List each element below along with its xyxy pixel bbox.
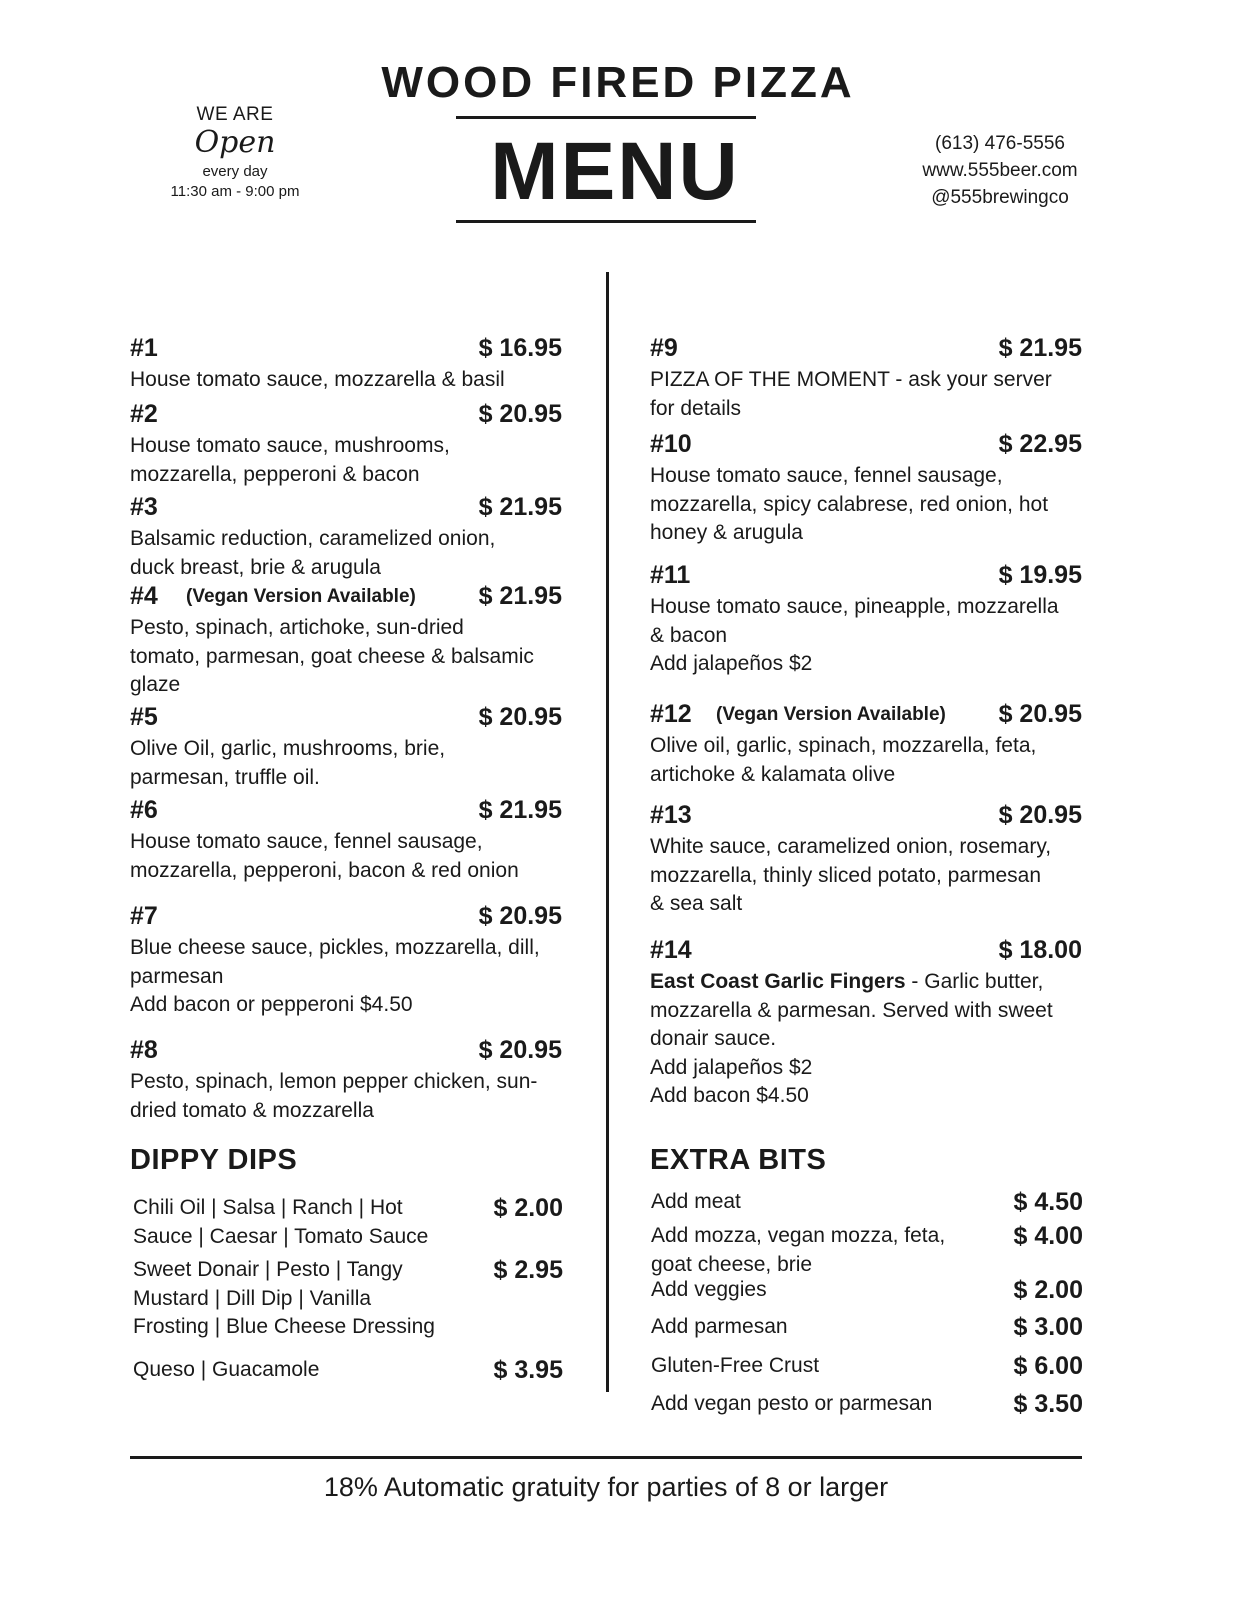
label-line: Frosting | Blue Cheese Dressing (133, 1315, 435, 1338)
description-line: House tomato sauce, fennel sausage, (650, 464, 1003, 487)
description-line: & sea salt (650, 892, 743, 915)
pizza-number: #14 (650, 936, 692, 964)
description-line: Balsamic reduction, caramelized onion, (130, 527, 496, 550)
pizza-header (130, 703, 562, 735)
description-line: mozzarella, pepperoni & bacon (130, 462, 420, 486)
label-line: Add meat (651, 1190, 741, 1213)
label-line: Mustard | Dill Dip | Vanilla (133, 1286, 372, 1310)
extra-item-price: $ 6.00 (1013, 1352, 1083, 1380)
pizza-description (650, 732, 1082, 789)
description-line: mozzarella, spicy calabrese, red onion, hot (650, 492, 1049, 516)
pizza-description (130, 828, 562, 885)
description-line: honey & arugula (650, 521, 803, 544)
description-line: House tomato sauce, mushrooms, (130, 434, 450, 457)
label-line: Add parmesan (651, 1315, 788, 1338)
extra-item (651, 1390, 1083, 1419)
pizza-header (130, 902, 562, 934)
phone-number: (613) 476-5556 (935, 133, 1065, 154)
pizza-item (130, 1036, 562, 1125)
vegan-note: (Vegan Version Available) (186, 586, 416, 607)
pizza-item (130, 582, 562, 700)
pizza-header (130, 493, 562, 525)
social-handle: @555brewingco (931, 187, 1069, 208)
description-line: & bacon (650, 623, 728, 647)
pizza-item (650, 801, 1082, 919)
pizza-number: #3 (130, 493, 158, 521)
description-text: - Garlic butter, (905, 970, 1044, 993)
pizza-price: $ 20.95 (998, 801, 1082, 829)
extra-item (651, 1222, 1083, 1279)
label-line: Add mozza, vegan mozza, feta, (651, 1224, 946, 1247)
description-line: Pesto, spinach, artichoke, sun-dried (130, 616, 464, 639)
pizza-item (650, 700, 1082, 789)
title-rule-top (456, 116, 756, 119)
pizza-item (130, 703, 562, 792)
pizza-description (130, 1068, 562, 1125)
pizza-item (130, 796, 562, 885)
label-line: Sweet Donair | Pesto | Tangy (133, 1258, 403, 1281)
description-line: Blue cheese sauce, pickles, mozzarella, dill, (130, 936, 540, 959)
pizza-item (650, 936, 1082, 1111)
website-link: www.555beer.com (922, 160, 1078, 181)
hours-label: 11:30 am - 9:00 pm (170, 183, 300, 200)
pizza-description (650, 462, 1082, 548)
pizza-description (130, 432, 562, 489)
dip-group (133, 1256, 563, 1342)
dip-group-price: $ 3.95 (493, 1356, 563, 1384)
pizza-number: #6 (130, 796, 158, 824)
description-line: Olive oil, garlic, spinach, mozzarella, feta, (650, 734, 1037, 757)
description-line: parmesan, truffle oil. (130, 765, 320, 789)
extra-item-price: $ 4.00 (1013, 1222, 1083, 1250)
extra-item (651, 1276, 1083, 1305)
label-line: Queso | Guacamole (133, 1358, 320, 1381)
description-line: mozzarella, pepperoni, bacon & red onion (130, 858, 519, 882)
pizza-description (130, 366, 562, 395)
item-name: East Coast Garlic Fingers (650, 970, 906, 993)
description-line: White sauce, caramelized onion, rosemary, (650, 835, 1052, 858)
gratuity-note: 18% Automatic gratuity for parties of 8 or larger (323, 1472, 889, 1502)
pizza-description (650, 366, 1082, 423)
pizza-description (130, 735, 562, 792)
pizza-header (650, 334, 1082, 366)
label-line: Add veggies (651, 1278, 767, 1301)
footer-rule (130, 1456, 1082, 1459)
description-line: duck breast, brie & arugula (130, 555, 381, 579)
pizza-price: $ 20.95 (478, 1036, 562, 1064)
description-line: mozzarella & parmesan. Served with sweet (650, 998, 1053, 1022)
extra-item (651, 1188, 1083, 1217)
pizza-price: $ 18.00 (998, 936, 1082, 964)
pizza-price: $ 20.95 (478, 400, 562, 428)
description-line: Olive Oil, garlic, mushrooms, brie, (130, 737, 446, 760)
pizza-header (130, 582, 562, 614)
pizza-item (650, 561, 1082, 679)
pizza-description (650, 833, 1082, 919)
pizza-header (650, 430, 1082, 462)
description-line: artichoke & kalamata olive (650, 762, 896, 786)
extras-section-title: EXTRA BITS (650, 1144, 827, 1176)
extra-item-price: $ 3.00 (1013, 1313, 1083, 1341)
dip-group-price: $ 2.95 (493, 1256, 563, 1284)
pizza-number: #9 (650, 334, 678, 362)
description-line: Pesto, spinach, lemon pepper chicken, sun- (130, 1070, 538, 1093)
vegan-note: (Vegan Version Available) (716, 704, 946, 725)
column-divider (606, 272, 609, 1392)
pizza-price: $ 20.95 (478, 703, 562, 731)
pizza-description (130, 934, 562, 1020)
pizza-header (650, 936, 1082, 968)
we-are-label: WE ARE (196, 104, 274, 125)
pizza-price: $ 19.95 (998, 561, 1082, 589)
pizza-item (130, 902, 562, 1020)
extra-item-price: $ 3.50 (1013, 1390, 1083, 1418)
extra-item (651, 1313, 1083, 1342)
description-line: for details (650, 396, 742, 420)
pizza-number: #4 (130, 582, 158, 610)
pizza-number: #7 (130, 902, 158, 930)
pizza-header (130, 1036, 562, 1068)
hours-block (150, 104, 320, 202)
description-line: Add bacon or pepperoni $4.50 (130, 993, 413, 1016)
menu-heading: MENU (490, 126, 740, 217)
pizza-price: $ 22.95 (998, 430, 1082, 458)
pizza-price: $ 21.95 (998, 334, 1082, 362)
pizza-number: #13 (650, 801, 692, 829)
label-line: Gluten-Free Crust (651, 1354, 820, 1377)
pizza-number: #2 (130, 400, 158, 428)
pizza-item (130, 334, 562, 395)
pizza-header (650, 801, 1082, 833)
description-line: House tomato sauce, fennel sausage, (130, 830, 483, 853)
title-rule-bottom (456, 220, 756, 223)
pizza-price: $ 21.95 (478, 796, 562, 824)
pizza-number: #1 (130, 334, 158, 362)
dip-group-price: $ 2.00 (493, 1194, 563, 1222)
pizza-price: $ 21.95 (478, 582, 562, 610)
description-line: House tomato sauce, pineapple, mozzarella (650, 595, 1059, 618)
open-script-label: Open (194, 125, 276, 160)
description-line: dried tomato & mozzarella (130, 1098, 374, 1122)
page-title: WOOD FIRED PIZZA (381, 58, 855, 107)
pizza-number: #11 (650, 561, 691, 589)
pizza-description (650, 593, 1082, 679)
pizza-price: $ 20.95 (998, 700, 1082, 728)
pizza-header (650, 561, 1082, 593)
pizza-description (650, 968, 1082, 1111)
dip-group (133, 1356, 563, 1385)
description-line: Add bacon $4.50 (650, 1084, 809, 1107)
description-line: mozzarella, thinly sliced potato, parmesan (650, 863, 1042, 887)
description-line: Add jalapeños $2 (650, 652, 813, 675)
extra-item-price: $ 2.00 (1013, 1276, 1083, 1304)
pizza-number: #10 (650, 430, 692, 458)
pizza-item (130, 493, 562, 582)
description-line: House tomato sauce, mozzarella & basil (130, 368, 505, 391)
pizza-header (130, 400, 562, 432)
pizza-price: $ 16.95 (478, 334, 562, 362)
dip-group (133, 1194, 563, 1251)
description-line: Add jalapeños $2 (650, 1055, 813, 1079)
extra-item-price: $ 4.50 (1013, 1188, 1083, 1216)
label-line: goat cheese, brie (651, 1252, 813, 1276)
description-line: tomato, parmesan, goat cheese & balsamic (130, 644, 534, 668)
every-day-label: every day (202, 163, 268, 180)
description-line: glaze (130, 673, 181, 696)
pizza-description (130, 525, 562, 582)
label-line: Add vegan pesto or parmesan (651, 1392, 933, 1415)
pizza-price: $ 20.95 (478, 902, 562, 930)
description-line: donair sauce. (650, 1027, 777, 1050)
pizza-number: #8 (130, 1036, 158, 1064)
description-line: parmesan (130, 964, 224, 988)
pizza-number: #5 (130, 703, 158, 731)
pizza-header (650, 700, 1082, 732)
pizza-item (130, 400, 562, 489)
extra-item (651, 1352, 1083, 1381)
pizza-description (130, 614, 562, 700)
pizza-price: $ 21.95 (478, 493, 562, 521)
label-line: Chili Oil | Salsa | Ranch | Hot (133, 1196, 403, 1219)
pizza-number: #12 (650, 700, 692, 728)
pizza-item (650, 334, 1082, 423)
pizza-header (130, 334, 562, 366)
contact-block (900, 130, 1100, 211)
pizza-item (650, 430, 1082, 548)
label-line: Sauce | Caesar | Tomato Sauce (133, 1224, 429, 1248)
dips-section-title: DIPPY DIPS (130, 1144, 298, 1176)
description-line: PIZZA OF THE MOMENT - ask your server (650, 368, 1052, 391)
description-line (650, 968, 1082, 997)
pizza-header (130, 796, 562, 828)
